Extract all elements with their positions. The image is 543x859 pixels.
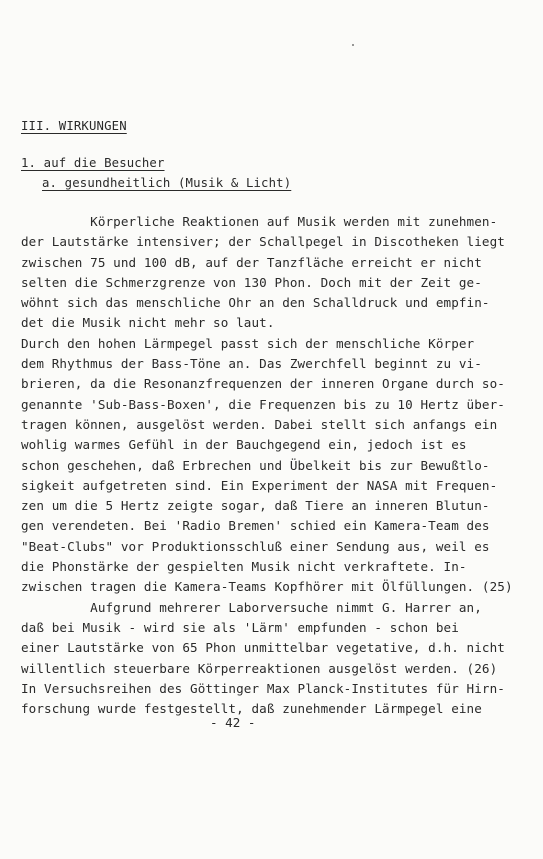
text-line: willentlich steuerbare Körperreaktionen ausgelöst werden. (26) (21, 660, 498, 676)
text-line: daß bei Musik - wird sie als 'Lärm' empfunden - schon bei (21, 619, 459, 635)
text-line: forschung wurde festgestellt, daß zunehmender Lärmpegel eine (21, 701, 482, 717)
text-line: wohlig warmes Gefühl in der Bauchgegend ein, jedoch ist es (21, 437, 467, 453)
subsection-heading: 1. auf die Besucher (21, 156, 165, 170)
text-line: "Beat-Clubs" vor Produktionsschluß einer Sendung aus, weil es (21, 538, 490, 554)
text-line: Aufgrund mehrerer Laborversuche nimmt G. Harrer an, (21, 599, 482, 615)
page-number: - 42 - (210, 715, 256, 730)
text-line: dem Rhythmus der Bass-Töne an. Das Zwerchfell beginnt zu vi- (21, 356, 482, 372)
text-line: gen verendeten. Bei 'Radio Bremen' schied ein Kamera-Team des (21, 518, 490, 534)
text-line: In Versuchsreihen des Göttinger Max Planck-Institutes für Hirn- (21, 680, 505, 696)
section-heading: III. WIRKUNGEN (21, 119, 127, 133)
text-line: zen um die 5 Hertz zeigte sogar, daß Tiere an inneren Blutun- (21, 498, 490, 514)
text-line: brieren, da die Resonanzfrequenzen der inneren Organe durch so- (21, 376, 505, 392)
text-line: der Lautstärke intensiver; der Schallpegel in Discotheken liegt (21, 234, 505, 250)
text-line: wöhnt sich das menschliche Ohr an den Schalldruck und empfin- (21, 295, 490, 311)
subsubsection-heading: a. gesundheitlich (Musik & Licht) (42, 176, 292, 190)
text-line: zwischen tragen die Kamera-Teams Kopfhörer mit Ölfüllungen. (25) (21, 579, 513, 595)
text-line: einer Lautstärke von 65 Phon unmittelbar vegetative, d.h. nicht (21, 640, 505, 656)
scan-speck (352, 44, 354, 46)
text-line: det die Musik nicht mehr so laut. (21, 315, 275, 331)
text-line: tragen können, ausgelöst werden. Dabei stellt sich anfangs ein (21, 416, 498, 432)
text-line: die Phonstärke der gespielten Musik nicht verkraftete. In- (21, 559, 467, 575)
text-line: selten die Schmerzgrenze von 130 Phon. Doch mit der Zeit ge- (21, 274, 482, 290)
text-line: zwischen 75 und 100 dB, auf der Tanzfläche erreicht er nicht (21, 254, 482, 270)
text-line: Körperliche Reaktionen auf Musik werden mit zunehmen- (21, 214, 498, 229)
text-line: sigkeit aufgetreten sind. Ein Experiment der NASA mit Frequen- (21, 477, 498, 493)
body-text (21, 212, 521, 719)
text-line: schon geschehen, daß Erbrechen und Übelkeit bis zur Bewußtlo- (21, 457, 490, 473)
text-line: Durch den hohen Lärmpegel passt sich der menschliche Körper (21, 335, 475, 351)
text-line: genannte 'Sub-Bass-Boxen', die Frequenzen bis zu 10 Hertz über- (21, 396, 505, 412)
